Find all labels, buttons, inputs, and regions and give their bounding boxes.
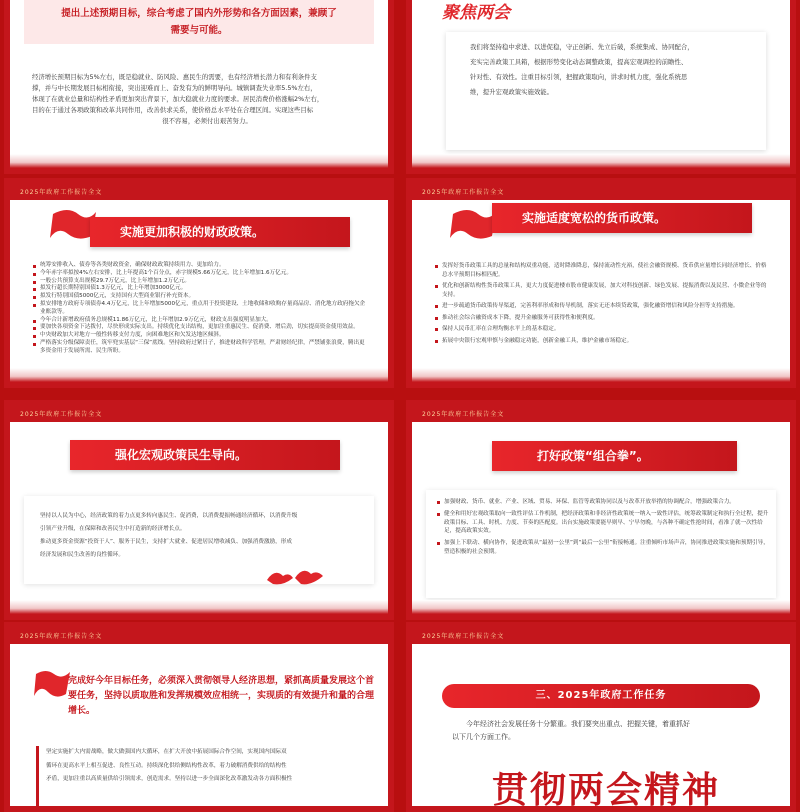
slide-header bbox=[412, 406, 790, 422]
list-item: 拟安排地方政府专项债券4.4万亿元，比上年增加5000亿元，重点用于投资建设、土地收储和收购存量商品房、消化地方政府拖欠企业账款等。 bbox=[40, 301, 370, 317]
slide-header bbox=[10, 184, 388, 200]
flag-icon bbox=[448, 206, 498, 244]
paragraph bbox=[46, 746, 376, 787]
section-title bbox=[70, 440, 340, 470]
line: 经济增长预期目标为5%左右，既是稳就业、防风险、惠民生的需要，也有经济增长潜力和有利条件支 bbox=[32, 73, 317, 81]
list-item: 进一步疏通货币政策传导渠道，完善利率形成和传导机制，落实无还本续贷政策，强化融资增信和风险分担等支持措施。 bbox=[442, 302, 772, 311]
slide-4[interactable] bbox=[406, 178, 796, 388]
line: 目的在于通过各项政策和改革共同作用，改善供求关系，使价格总水平处在合理区间。实现这些目标 bbox=[32, 106, 314, 114]
list-item: 推动社会综合融资成本下降，提升金融服务可获得性和便利度。 bbox=[442, 314, 772, 323]
line: 经济发展和民生改善的良性循环。 bbox=[40, 552, 124, 558]
line: 维，提升宏观政策实施效能。 bbox=[470, 88, 554, 96]
list-item: 一般公共预算支出规模29.7万亿元，比上年增加1.2万亿元。 bbox=[40, 278, 370, 286]
slide-footer bbox=[412, 368, 790, 382]
list-item: 健全和用好宏观政策取向一致性评估工作机制，把经济政策和非经济性政策统一纳入一致性评估，统筹政策制定和执行全过程，提升政策目标、工具、时机、力度、节奏的匹配度。出台实施政策要能早则早、宁早勿晚，与各种不确定性抢时间，看准了就一次性给足，提高政策实效。 bbox=[444, 510, 774, 536]
slide-header bbox=[412, 184, 790, 200]
list-item: 保持人民币汇率在合理均衡水平上的基本稳定。 bbox=[442, 325, 772, 334]
list-item: 中央财政加大对地方一般性转移支付力度，向困难地区和欠发达地区倾斜。 bbox=[40, 332, 370, 340]
section-title bbox=[90, 217, 350, 247]
line: 坚持以人民为中心，经济政策的着力点更多转向惠民生、促消费，以消费提振畅通经济循环，以消费升级 bbox=[40, 513, 298, 519]
slide-footer bbox=[412, 154, 790, 168]
list-item: 今年赤字率拟按4%左右安排，比上年提高1个百分点，赤字规模5.66万亿元，比上年增加1.6万亿元。 bbox=[40, 270, 370, 278]
list-item: 要加快各项资金下达拨付，尽快形成实际支出。持续优化支出结构，更加注重惠民生、促消费、增后劲，切实提高资金使用效益。 bbox=[40, 324, 370, 332]
list-item: 优化和创新结构性货币政策工具，更大力度促进楼市股市健康发展，加大对科技创新、绿色发展、提振消费以及民营、小微企业等的支持。 bbox=[442, 282, 772, 299]
title-text: 实施更加积极的财政政策。 bbox=[120, 225, 265, 239]
list-item: 拟发行超长期特别国债1.3万亿元，比上年增加3000亿元。 bbox=[40, 285, 370, 293]
slide-header bbox=[10, 628, 388, 644]
paragraph bbox=[470, 40, 770, 100]
line: 撑，并与中长期发展目标相衔接，突出迎难而上、奋发有为的鲜明导向。城镇调查失业率5.5%左右， bbox=[32, 84, 317, 92]
slide-3[interactable] bbox=[4, 178, 394, 388]
slide-footer bbox=[10, 600, 388, 614]
highlight-text: 完成好今年目标任务，必须深入贯彻领导人经济思想，紧抓高质量发展这个首要任务，坚持以质取胜和发挥规模效应相统一，实现质的有效提升和量的合理增长。 bbox=[68, 676, 375, 716]
bullet-list bbox=[434, 262, 772, 345]
section-title bbox=[492, 441, 737, 471]
slide-header bbox=[412, 628, 790, 644]
slide-7[interactable] bbox=[4, 622, 394, 812]
slide-1[interactable] bbox=[4, 0, 394, 174]
flag-icon bbox=[32, 668, 72, 704]
slide-header bbox=[10, 406, 388, 422]
header-text: 2025年政府工作报告全文 bbox=[20, 189, 103, 196]
slide-6[interactable] bbox=[406, 400, 796, 620]
slide-footer bbox=[10, 154, 388, 168]
header-text: 2025年政府工作报告全文 bbox=[422, 189, 505, 196]
slide-footer bbox=[412, 600, 790, 614]
line: 针对性、有效性。注重目标引领，把握政策取向，讲求时机力度，强化系统思 bbox=[470, 73, 688, 81]
dove-icon bbox=[265, 566, 325, 590]
line: 坚定实施扩大内需战略，做大做强国内大循环，在扩大开放中拓展国际合作空间，实现国内国际双 bbox=[46, 749, 287, 755]
line: 体现了在就业总量和结构性矛盾更加突出背景下，加大稳就业力度的要求。居民消费价格涨幅2%左右， bbox=[32, 95, 324, 103]
slide-8[interactable] bbox=[406, 622, 796, 812]
slide-5[interactable] bbox=[4, 400, 394, 620]
section-title bbox=[442, 684, 760, 708]
line: 推动更多资金资源“投资于人”、服务于民生，支持扩大就业、促进居民增收减负、加强消费激励，形成 bbox=[40, 539, 292, 545]
list-item: 拟发行特别国债5000亿元，支持国有大型商业银行补充资本。 bbox=[40, 293, 370, 301]
highlight-box bbox=[24, 0, 374, 44]
slide-footer bbox=[10, 368, 388, 382]
header-text: 2025年政府工作报告全文 bbox=[20, 411, 103, 418]
paragraph bbox=[40, 510, 375, 562]
bullet-list bbox=[32, 262, 370, 356]
list-item: 加强财政、货币、就业、产业、区域、贸易、环保、监管等政策协同以及与改革开放举措的协调配合，增强政策合力。 bbox=[444, 498, 774, 507]
line: 以下几个方面工作。 bbox=[452, 733, 515, 741]
line: 矛盾，更加注重以高质量供给引领需求，创造需求。坚持以进一步全面深化改革激发动各方面积极性 bbox=[46, 776, 293, 782]
line: 引领产业升级，在保障和改善民生中打造新的经济增长点。 bbox=[40, 526, 186, 532]
calligraphy-title: 贯彻两会精神 bbox=[492, 769, 721, 811]
title-text: 强化宏观政策民生导向。 bbox=[115, 448, 248, 462]
title-text: 实施适度宽松的货币政策。 bbox=[522, 211, 667, 225]
accent-bar bbox=[36, 746, 39, 812]
line: 充实完善政策工具箱，根据形势变化动态调整政策，提高宏观调控的前瞻性、 bbox=[470, 58, 688, 66]
bullet-list bbox=[436, 498, 774, 557]
list-item: 统筹安排收入、债券等各类财政资金，确保财政政策持续用力、更加给力。 bbox=[40, 262, 370, 270]
slide-2[interactable] bbox=[406, 0, 796, 174]
highlight-text: 提出上述预期目标，综合考虑了国内外形势和各方面因素，兼顾了需要与可能。 bbox=[61, 8, 337, 36]
title-text: 打好政策“组合拳”。 bbox=[537, 449, 649, 463]
list-item: 拓展中央银行宏观审慎与金融稳定功能，创新金融工具，维护金融市场稳定。 bbox=[442, 337, 772, 346]
list-item: 加强上下联动、横向协作，促进政策从“最初一公里”到“最后一公里”衔接畅通。注重倾听市场声音，协同推进政策实施和预期引导，塑造积极的社会预期。 bbox=[444, 539, 774, 557]
line: 很不容易，必须付出艰苦努力。 bbox=[162, 117, 252, 125]
paragraph bbox=[452, 718, 772, 744]
list-item: 严格落实分级保障责任，筑牢兜实基层“三保”底线。坚持政府过紧日子，推进财政科学管理，严肃财经纪律，严禁铺张浪费，腾出更多资金用于发展所需、民生所盼。 bbox=[40, 340, 370, 356]
header-text: 2025年政府工作报告全文 bbox=[422, 411, 505, 418]
line: 今年经济社会发展任务十分繁重。我们要突出重点、把握关键，着重抓好 bbox=[466, 720, 690, 728]
section-title bbox=[492, 203, 752, 233]
line: 循环在更高水平上相互促进、良性互动。持续深化供给侧结构性改革，着力破解消费供给的结构性 bbox=[46, 762, 287, 769]
paragraph bbox=[32, 72, 382, 127]
header-text: 2025年政府工作报告全文 bbox=[422, 633, 505, 640]
line: 我们将坚持稳中求进、以进促稳，守正创新、先立后破，系统集成、协同配合， bbox=[470, 43, 694, 51]
list-item: 今年合计新增政府债务总规模11.86万亿元，比上年增加2.9万亿元，财政支出强度明显加大。 bbox=[40, 317, 370, 325]
logo: 聚焦两会 bbox=[442, 3, 510, 23]
title-text: 三、2025年政府工作任务 bbox=[535, 690, 667, 701]
list-item: 发挥好货币政策工具的总量和结构双重功能，适时降准降息，保持流动性充裕，使社会融资规模、货币供应量增长同经济增长、价格总水平预期目标相匹配。 bbox=[442, 262, 772, 279]
header-text: 2025年政府工作报告全文 bbox=[20, 633, 103, 640]
